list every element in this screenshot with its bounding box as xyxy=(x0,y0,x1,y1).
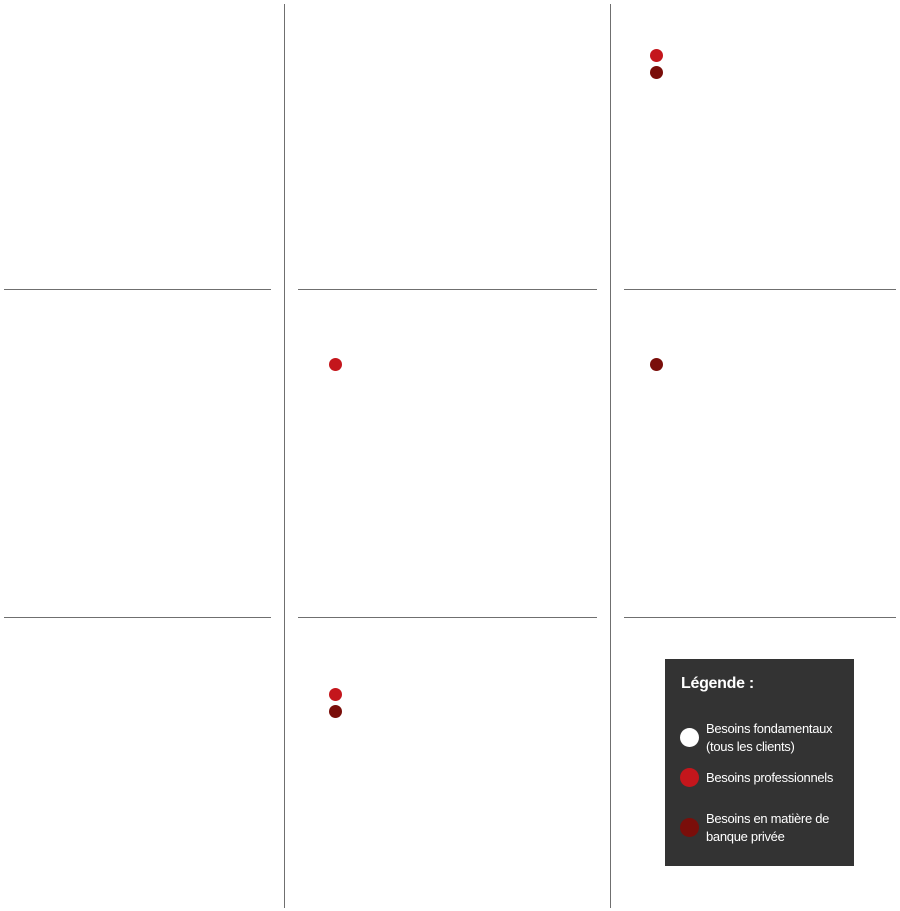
private-banking-need-dot xyxy=(329,705,342,718)
dark-red-dot-icon xyxy=(680,818,699,837)
private-banking-need-dot xyxy=(650,66,663,79)
legend-title: Légende : xyxy=(681,675,754,692)
grid-cell-r1c3 xyxy=(624,4,896,288)
grid-divider-vertical-left xyxy=(284,4,285,908)
legend-label-fundamental: Besoins fondamentaux (tous les clients) xyxy=(706,721,833,754)
legend-label-professional: Besoins professionnels xyxy=(706,770,834,785)
grid-divider-vertical-right xyxy=(610,4,611,908)
professional-need-dot xyxy=(329,688,342,701)
legend-item-professional xyxy=(680,768,850,808)
grid-cell-r2c2 xyxy=(298,290,597,616)
grid-cell-r1c1 xyxy=(4,4,271,288)
grid-cell-r2c3 xyxy=(624,290,896,616)
legend-item-fundamental xyxy=(680,718,850,758)
private-banking-need-dot xyxy=(650,358,663,371)
grid-cell-r3c1 xyxy=(4,618,271,908)
legend-label-private-banking: Besoins en matière de banque privée xyxy=(706,811,830,844)
legend-item-private-banking xyxy=(680,809,850,849)
red-dot-icon xyxy=(680,768,699,787)
professional-need-dot xyxy=(329,358,342,371)
legend-panel xyxy=(665,659,854,866)
grid-cell-r1c2 xyxy=(298,4,597,288)
grid-cell-r2c1 xyxy=(4,290,271,616)
professional-need-dot xyxy=(650,49,663,62)
white-dot-icon xyxy=(680,728,699,747)
grid-cell-r3c2 xyxy=(298,618,597,908)
